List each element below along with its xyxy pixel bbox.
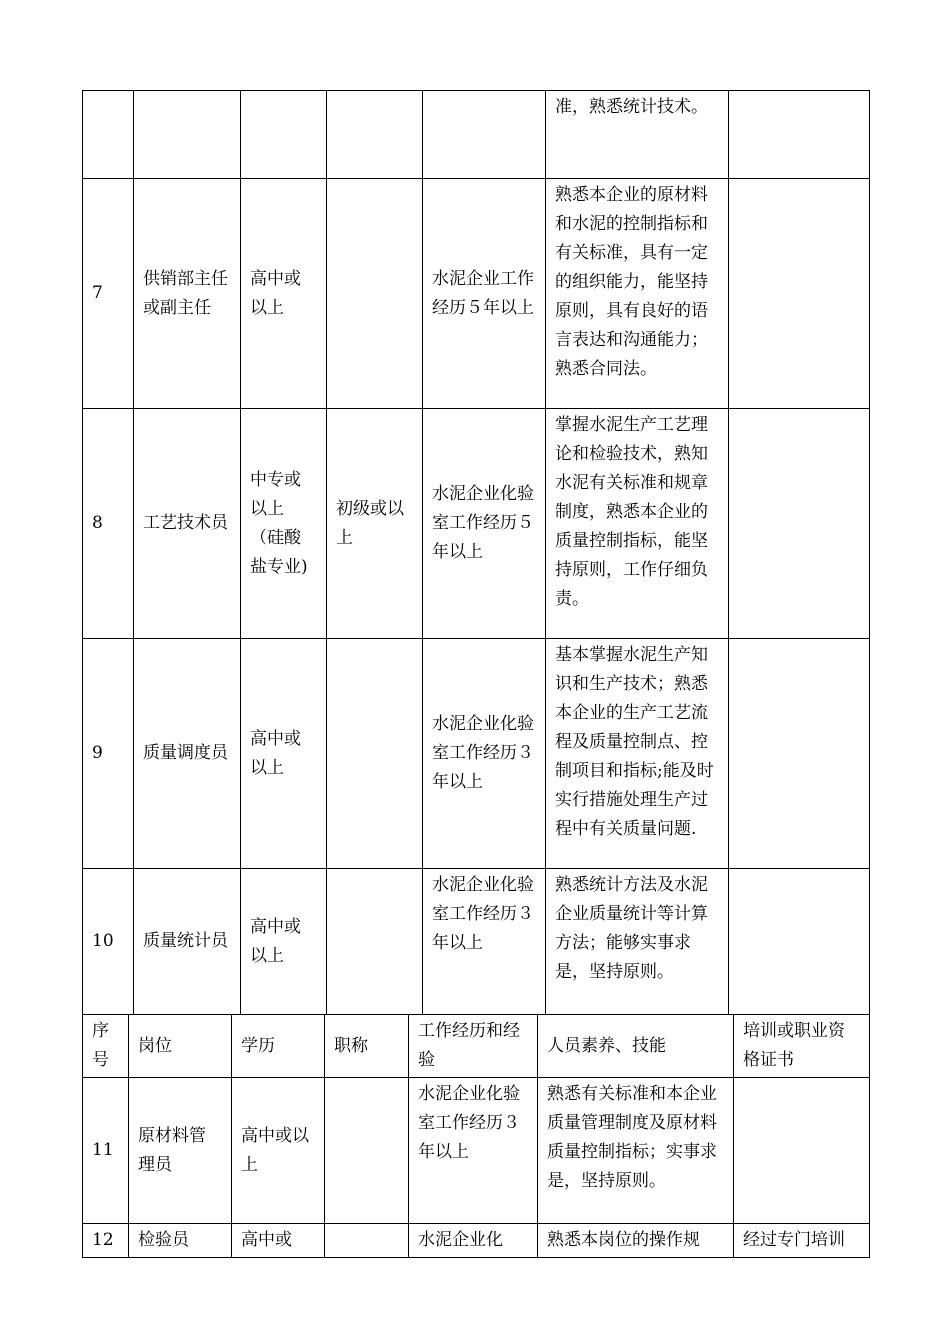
header-number: 序号 — [83, 1015, 129, 1078]
cell-experience: 水泥企业化验室工作经历３年以上 — [423, 639, 546, 869]
cell-number: 8 — [83, 409, 134, 639]
cell-experience: 水泥企业化验室工作经历３年以上 — [409, 1078, 538, 1224]
qualification-table — [82, 1014, 870, 1258]
cell-experience: 水泥企业化验室工作经历３年以上 — [423, 869, 546, 1015]
cell-education: 高中或以上 — [241, 639, 327, 869]
cell-skills: 熟悉统计方法及水泥企业质量统计等计算方法；能够实事求是，坚持原则。 — [546, 869, 729, 1015]
table-row — [83, 179, 870, 409]
table-row — [83, 869, 870, 1015]
table-row — [83, 1224, 870, 1258]
cell-education: 高中或以上 — [241, 869, 327, 1015]
table-row — [83, 1078, 870, 1224]
cell-post: 质量调度员 — [134, 639, 241, 869]
header-education: 学历 — [232, 1015, 325, 1078]
cell-education: 中专或以上（硅酸盐专业) — [241, 409, 327, 639]
cell-title — [327, 91, 423, 179]
header-title: 职称 — [325, 1015, 409, 1078]
cell-skills: 基本掌握水泥生产知识和生产技术；熟悉本企业的生产工艺流程及质量控制点、控制项目和指标;能及时实行措施处理生产过程中有关质量问题. — [546, 639, 729, 869]
qualification-table-continued — [82, 90, 870, 1015]
cell-education: 高中或 — [232, 1224, 325, 1258]
cell-certificate — [729, 869, 870, 1015]
cell-number — [83, 91, 134, 179]
cell-certificate: 经过专门培训 — [734, 1224, 870, 1258]
cell-title — [327, 179, 423, 409]
table-row — [83, 91, 870, 179]
cell-skills: 熟悉本企业的原材料和水泥的控制指标和有关标准，具有一定的组织能力，能坚持原则，具有良好的语言表达和沟通能力；熟悉合同法。 — [546, 179, 729, 409]
cell-skills: 掌握水泥生产工艺理论和检验技术，熟知水泥有关标准和规章制度，熟悉本企业的质量控制指标，能坚持原则，工作仔细负责。 — [546, 409, 729, 639]
cell-certificate — [734, 1078, 870, 1224]
cell-title — [327, 639, 423, 869]
table-row — [83, 639, 870, 869]
header-skills: 人员素养、技能 — [538, 1015, 734, 1078]
cell-post — [134, 91, 241, 179]
cell-certificate — [729, 91, 870, 179]
cell-post: 供销部主任或副主任 — [134, 179, 241, 409]
header-post: 岗位 — [129, 1015, 232, 1078]
cell-certificate — [729, 409, 870, 639]
cell-number: 12 — [83, 1224, 129, 1258]
cell-number: 10 — [83, 869, 134, 1015]
cell-certificate — [729, 639, 870, 869]
cell-title — [325, 1078, 409, 1224]
cell-title — [325, 1224, 409, 1258]
cell-title: 初级或以上 — [327, 409, 423, 639]
cell-experience: 水泥企业化 — [409, 1224, 538, 1258]
cell-experience — [423, 91, 546, 179]
cell-skills: 熟悉有关标准和本企业质量管理制度及原材料质量控制指标；实事求是，坚持原则。 — [538, 1078, 734, 1224]
cell-title — [327, 869, 423, 1015]
cell-post: 检验员 — [129, 1224, 232, 1258]
cell-certificate — [729, 179, 870, 409]
cell-education — [241, 91, 327, 179]
cell-education: 高中或以上 — [232, 1078, 325, 1224]
cell-education: 高中或以上 — [241, 179, 327, 409]
header-experience: 工作经历和经验 — [409, 1015, 538, 1078]
cell-experience: 水泥企业工作经历５年以上 — [423, 179, 546, 409]
cell-skills: 准，熟悉统计技术。 — [546, 91, 729, 179]
cell-number: 11 — [83, 1078, 129, 1224]
cell-post: 原材料管理员 — [129, 1078, 232, 1224]
table-header-row — [83, 1015, 870, 1078]
cell-number: 7 — [83, 179, 134, 409]
cell-experience: 水泥企业化验室工作经历５年以上 — [423, 409, 546, 639]
cell-post: 质量统计员 — [134, 869, 241, 1015]
header-certificate: 培训或职业资格证书 — [734, 1015, 870, 1078]
cell-skills: 熟悉本岗位的操作规 — [538, 1224, 734, 1258]
cell-post: 工艺技术员 — [134, 409, 241, 639]
cell-number: 9 — [83, 639, 134, 869]
table-row — [83, 409, 870, 639]
